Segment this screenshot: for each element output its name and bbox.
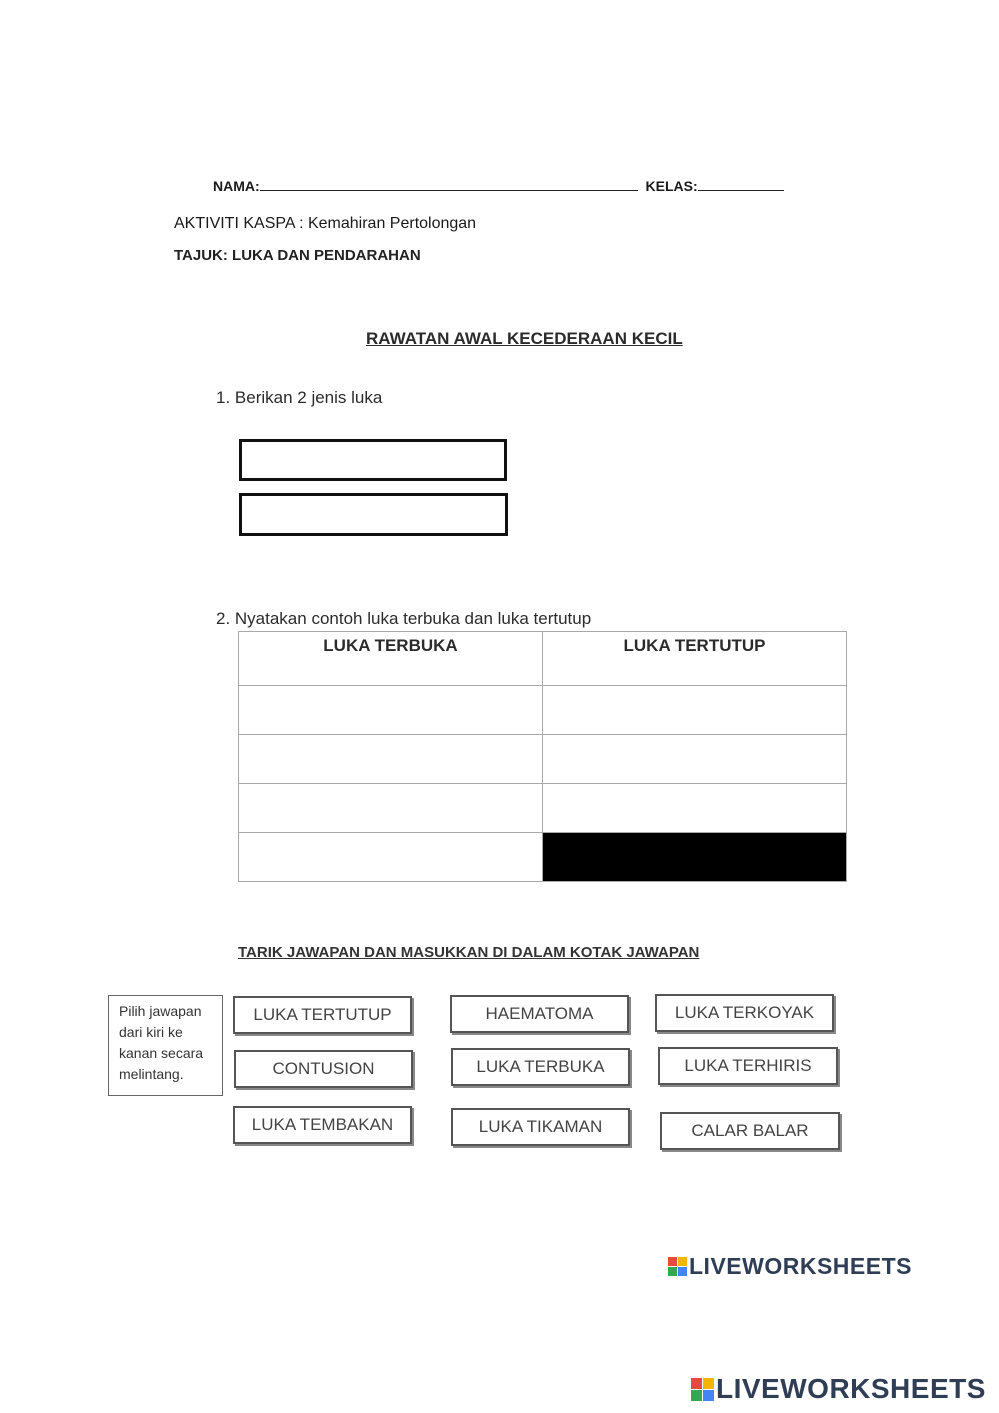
question-2: 2. Nyatakan contoh luka terbuka dan luka tertutup: [216, 609, 592, 628]
section-title: RAWATAN AWAL KECEDERAAN KECIL: [366, 329, 683, 348]
answer-box-1[interactable]: [239, 439, 507, 481]
answer-cell[interactable]: [543, 735, 847, 784]
liveworksheets-mark-icon: [668, 1257, 687, 1276]
liveworksheets-logo: [668, 1253, 912, 1280]
liveworksheets-mark-icon: [691, 1378, 714, 1401]
blocked-cell: [543, 833, 847, 882]
liveworksheets-logo-footer: [691, 1373, 986, 1405]
answer-cell[interactable]: [543, 784, 847, 833]
question-1: 1. Berikan 2 jenis luka: [216, 388, 383, 407]
answer-cell[interactable]: [239, 735, 543, 784]
column-header-luka-terbuka: LUKA TERBUKA: [239, 632, 543, 686]
drag-option[interactable]: LUKA TEMBAKAN: [233, 1106, 412, 1144]
nama-blank[interactable]: [260, 190, 638, 191]
drag-option[interactable]: HAEMATOMA: [450, 995, 629, 1033]
activity-title: AKTIVITI KASPA : Kemahiran Pertolongan: [174, 215, 477, 232]
student-info-line: [213, 178, 793, 194]
drag-option[interactable]: LUKA TERBUKA: [451, 1048, 630, 1086]
answer-cell[interactable]: [239, 833, 543, 882]
brand-name: LIVEWORKSHEETS: [689, 1253, 912, 1279]
answer-box-2[interactable]: [239, 493, 508, 536]
brand-name: LIVEWORKSHEETS: [716, 1373, 986, 1404]
drag-option[interactable]: CONTUSION: [234, 1050, 413, 1088]
nama-label: NAMA:: [213, 178, 260, 194]
instruction-box: Pilih jawapan dari kiri ke kanan secara melintang.: [108, 995, 223, 1096]
kelas-label: KELAS:: [645, 178, 698, 194]
answer-table: [238, 631, 847, 882]
drag-option[interactable]: LUKA TIKAMAN: [451, 1108, 630, 1146]
answer-cell[interactable]: [239, 784, 543, 833]
drag-option[interactable]: LUKA TERHIRIS: [658, 1047, 838, 1085]
drag-option[interactable]: LUKA TERTUTUP: [233, 996, 412, 1034]
answer-cell[interactable]: [543, 686, 847, 735]
drag-option[interactable]: LUKA TERKOYAK: [655, 994, 834, 1032]
drag-section-title: TARIK JAWAPAN DAN MASUKKAN DI DALAM KOTAK JAWAPAN: [238, 944, 700, 961]
column-header-luka-tertutup: LUKA TERTUTUP: [543, 632, 847, 686]
answer-cell[interactable]: [239, 686, 543, 735]
kelas-blank[interactable]: [698, 190, 784, 191]
drag-option[interactable]: CALAR BALAR: [660, 1112, 840, 1150]
topic-title: TAJUK: LUKA DAN PENDARAHAN: [174, 247, 421, 264]
